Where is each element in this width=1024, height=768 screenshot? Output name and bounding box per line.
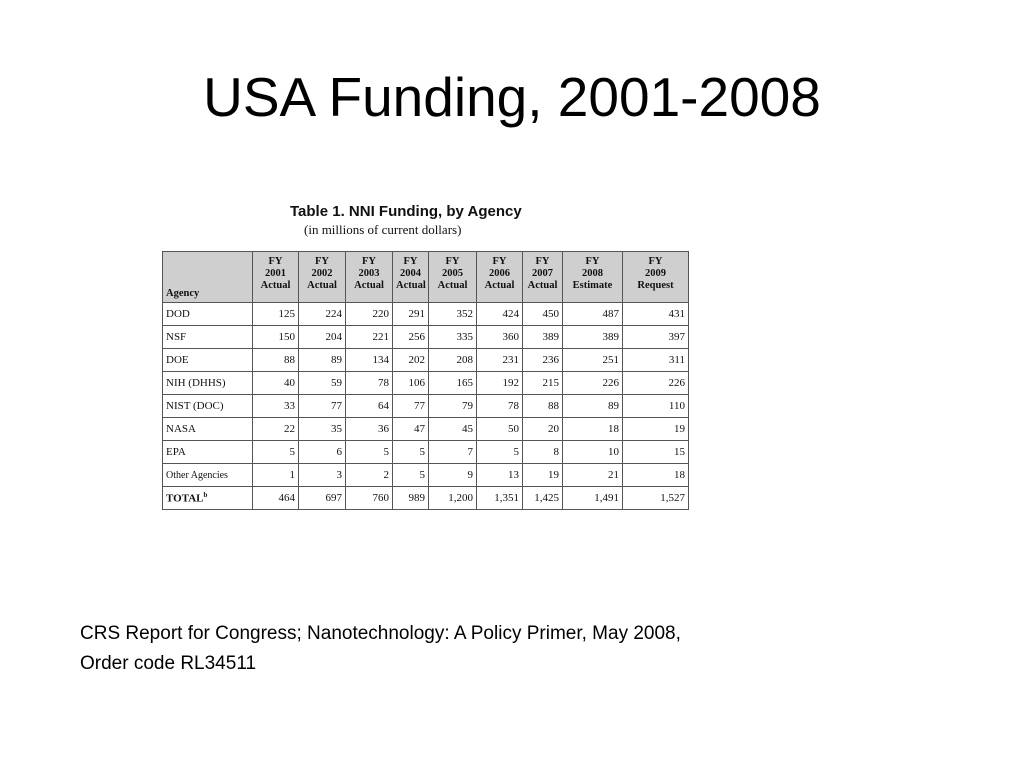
- value-cell: 5: [393, 464, 429, 487]
- agency-cell: NIST (DOC): [163, 395, 253, 418]
- value-cell: 77: [299, 395, 346, 418]
- value-cell: 397: [623, 326, 689, 349]
- table-header: [163, 252, 689, 303]
- table-row: [163, 349, 689, 372]
- value-cell: 5: [253, 441, 299, 464]
- value-cell: 77: [393, 395, 429, 418]
- value-cell: 18: [563, 418, 623, 441]
- table-row: [163, 464, 689, 487]
- value-cell: 47: [393, 418, 429, 441]
- value-cell: 35: [299, 418, 346, 441]
- total-label: TOTAL: [166, 492, 204, 505]
- total-value-cell: 1,491: [563, 487, 623, 510]
- value-cell: 236: [523, 349, 563, 372]
- value-cell: 110: [623, 395, 689, 418]
- value-cell: 45: [429, 418, 477, 441]
- value-cell: 88: [253, 349, 299, 372]
- fy-column-header: [253, 252, 299, 303]
- value-cell: 89: [299, 349, 346, 372]
- column-header-line1: FY: [268, 256, 283, 267]
- column-header-line2: 2003: [358, 268, 380, 279]
- value-cell: 311: [623, 349, 689, 372]
- agency-cell: DOD: [163, 303, 253, 326]
- table-body: [163, 303, 689, 510]
- value-cell: 3: [299, 464, 346, 487]
- value-cell: 221: [346, 326, 393, 349]
- column-header-line2: 2008: [582, 268, 603, 279]
- value-cell: 9: [429, 464, 477, 487]
- column-header-line2: 2001: [265, 268, 286, 279]
- column-header-line3: Actual: [354, 280, 384, 291]
- slide-title: USA Funding, 2001-2008: [203, 66, 821, 128]
- value-cell: 78: [346, 372, 393, 395]
- agency-cell: NIH (DHHS): [163, 372, 253, 395]
- value-cell: 352: [429, 303, 477, 326]
- total-value-cell: 464: [253, 487, 299, 510]
- value-cell: 22: [253, 418, 299, 441]
- value-cell: 40: [253, 372, 299, 395]
- value-cell: 1: [253, 464, 299, 487]
- value-cell: 487: [563, 303, 623, 326]
- value-cell: 106: [393, 372, 429, 395]
- column-header-line1: FY: [492, 256, 507, 267]
- value-cell: 8: [523, 441, 563, 464]
- column-header-line1: FY: [445, 256, 460, 267]
- value-cell: 231: [477, 349, 523, 372]
- agency-cell: NSF: [163, 326, 253, 349]
- table-row: [163, 326, 689, 349]
- value-cell: 20: [523, 418, 563, 441]
- column-header-line1: FY: [403, 256, 418, 267]
- table-caption: Table 1. NNI Funding, by Agency: [290, 203, 522, 220]
- column-header-line2: 2006: [489, 268, 510, 279]
- value-cell: 226: [623, 372, 689, 395]
- total-value-cell: 1,351: [477, 487, 523, 510]
- fy-column-header: [523, 252, 563, 303]
- value-cell: 36: [346, 418, 393, 441]
- value-cell: 335: [429, 326, 477, 349]
- value-cell: 251: [563, 349, 623, 372]
- column-header-line3: Actual: [484, 280, 515, 291]
- value-cell: 208: [429, 349, 477, 372]
- column-header-line3: Actual: [437, 280, 468, 291]
- total-value-cell: 760: [346, 487, 393, 510]
- total-value-cell: 1,200: [429, 487, 477, 510]
- fy-column-header: [623, 252, 689, 303]
- column-header-line1: FY: [315, 256, 329, 267]
- value-cell: 202: [393, 349, 429, 372]
- value-cell: 226: [563, 372, 623, 395]
- value-cell: 256: [393, 326, 429, 349]
- value-cell: 89: [563, 395, 623, 418]
- value-cell: 33: [253, 395, 299, 418]
- agency-cell: NASA: [163, 418, 253, 441]
- value-cell: 21: [563, 464, 623, 487]
- total-footnote-marker: b: [203, 491, 208, 500]
- value-cell: 5: [393, 441, 429, 464]
- value-cell: 15: [623, 441, 689, 464]
- column-header-line3: Actual: [307, 280, 337, 291]
- table-row: [163, 418, 689, 441]
- value-cell: 389: [563, 326, 623, 349]
- source-line-1: CRS Report for Congress; Nanotechnology: A Policy Primer, May 2008,: [80, 623, 681, 644]
- value-cell: 5: [346, 441, 393, 464]
- column-header-line2: 2007: [532, 268, 553, 279]
- value-cell: 10: [563, 441, 623, 464]
- value-cell: 64: [346, 395, 393, 418]
- value-cell: 215: [523, 372, 563, 395]
- value-cell: 18: [623, 464, 689, 487]
- column-header-line1: FY: [585, 256, 600, 267]
- fy-column-header: [429, 252, 477, 303]
- header-row: [163, 252, 689, 303]
- value-cell: 59: [299, 372, 346, 395]
- value-cell: 50: [477, 418, 523, 441]
- table-row: [163, 441, 689, 464]
- value-cell: 2: [346, 464, 393, 487]
- fy-column-header: [299, 252, 346, 303]
- value-cell: 13: [477, 464, 523, 487]
- value-cell: 224: [299, 303, 346, 326]
- agency-cell: DOE: [163, 349, 253, 372]
- value-cell: 19: [523, 464, 563, 487]
- agency-cell: EPA: [163, 441, 253, 464]
- column-header-line2: 2002: [311, 268, 333, 279]
- value-cell: 220: [346, 303, 393, 326]
- table-row: [163, 303, 689, 326]
- value-cell: 88: [523, 395, 563, 418]
- total-value-cell: 697: [299, 487, 346, 510]
- value-cell: 6: [299, 441, 346, 464]
- value-cell: 450: [523, 303, 563, 326]
- column-header-line2: 2009: [645, 268, 666, 279]
- value-cell: 7: [429, 441, 477, 464]
- column-header-line1: FY: [535, 256, 550, 267]
- fy-column-header: [563, 252, 623, 303]
- source-citation: [80, 619, 960, 679]
- fy-column-header: [393, 252, 429, 303]
- value-cell: 204: [299, 326, 346, 349]
- value-cell: 165: [429, 372, 477, 395]
- value-cell: 360: [477, 326, 523, 349]
- table-subcaption: (in millions of current dollars): [304, 222, 462, 237]
- total-row: [163, 487, 689, 510]
- total-value-cell: 1,527: [623, 487, 689, 510]
- fy-column-header: [346, 252, 393, 303]
- column-header-line2: 2005: [442, 268, 463, 279]
- total-label-cell: [163, 487, 253, 510]
- value-cell: 192: [477, 372, 523, 395]
- column-header-line2: 2004: [400, 268, 421, 279]
- table-row: [163, 395, 689, 418]
- total-value-cell: 989: [393, 487, 429, 510]
- fy-column-header: [477, 252, 523, 303]
- column-header-line3: Actual: [527, 280, 558, 291]
- total-value-cell: 1,425: [523, 487, 563, 510]
- value-cell: 19: [623, 418, 689, 441]
- source-line-2: Order code RL34511: [80, 653, 257, 674]
- column-header-line1: FY: [648, 256, 663, 267]
- funding-table: [162, 251, 689, 510]
- value-cell: 5: [477, 441, 523, 464]
- table-row: [163, 372, 689, 395]
- column-header-line3: Actual: [260, 280, 291, 291]
- value-cell: 78: [477, 395, 523, 418]
- agency-cell: Other Agencies: [163, 464, 253, 487]
- value-cell: 389: [523, 326, 563, 349]
- value-cell: 424: [477, 303, 523, 326]
- value-cell: 134: [346, 349, 393, 372]
- value-cell: 79: [429, 395, 477, 418]
- column-header-line3: Request: [637, 280, 674, 291]
- column-header-line1: FY: [362, 256, 376, 267]
- column-header-line3: Actual: [396, 280, 426, 291]
- agency-column-header: Agency: [163, 252, 253, 303]
- value-cell: 291: [393, 303, 429, 326]
- column-header-line3: Estimate: [572, 280, 613, 291]
- value-cell: 150: [253, 326, 299, 349]
- value-cell: 431: [623, 303, 689, 326]
- value-cell: 125: [253, 303, 299, 326]
